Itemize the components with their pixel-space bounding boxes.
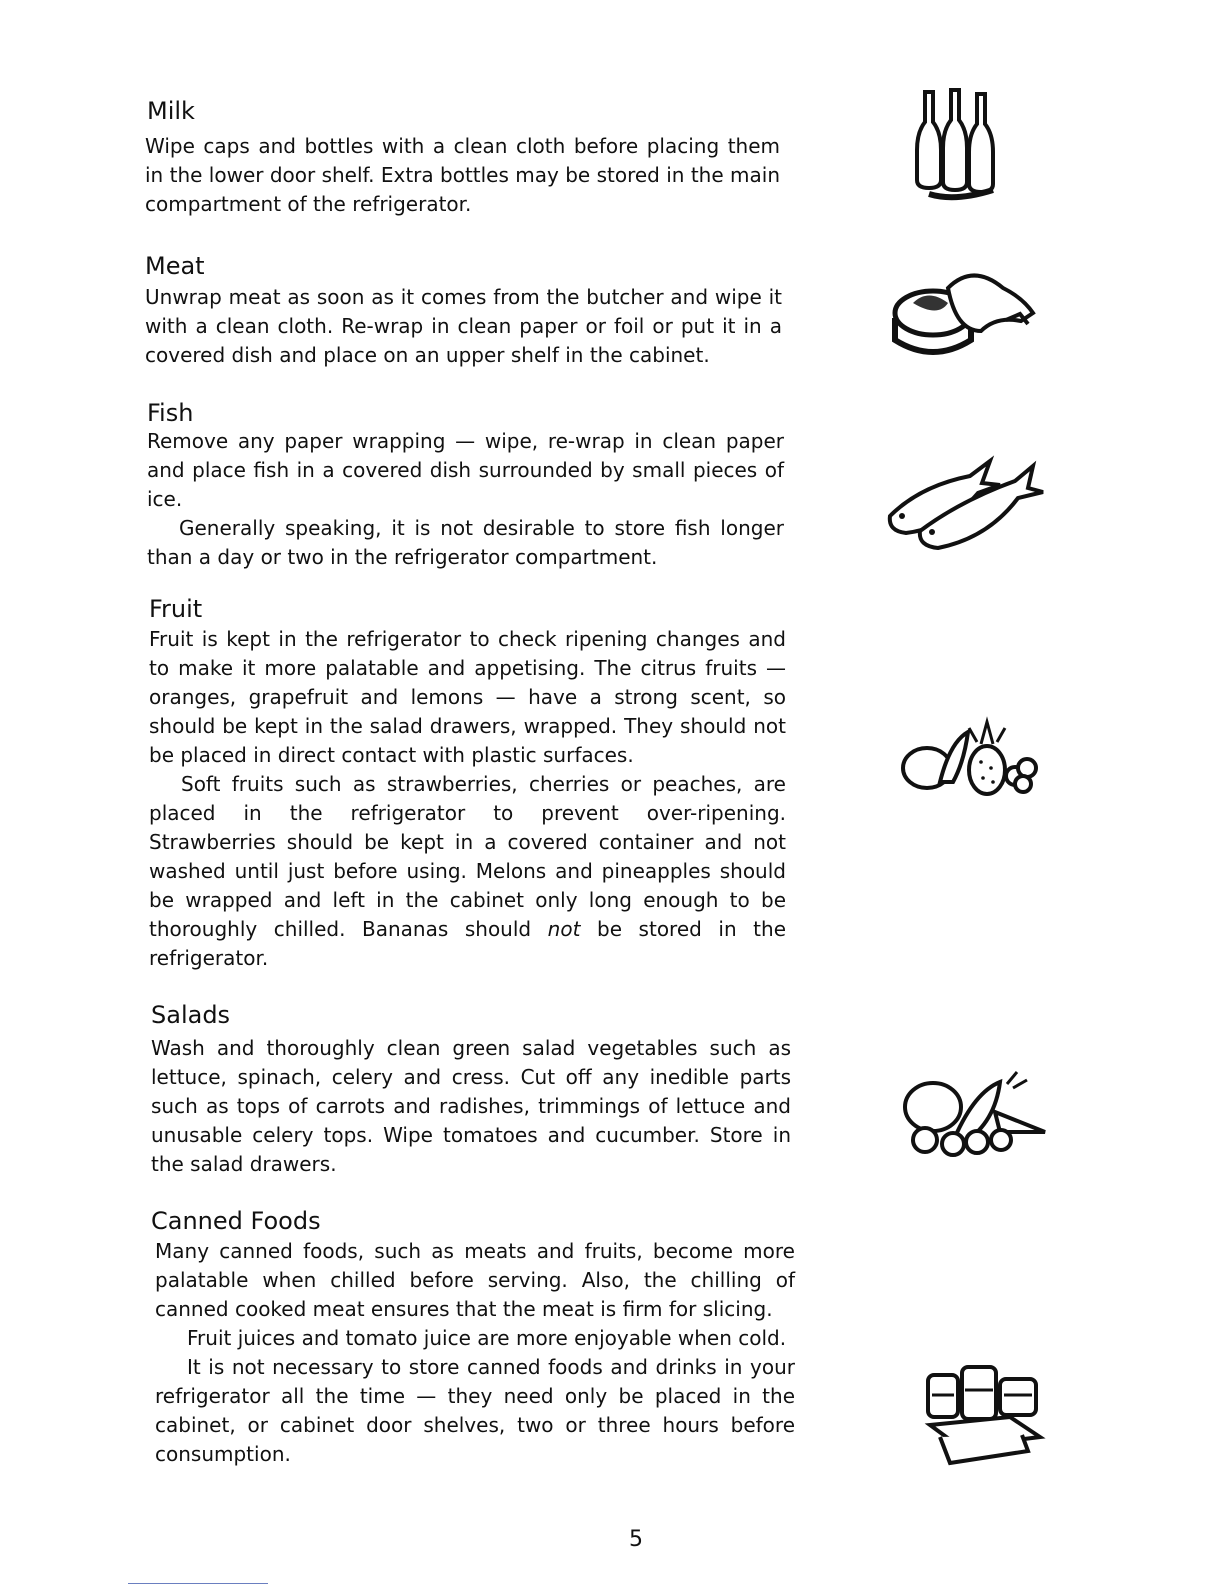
salad-vegetables-icon	[895, 1062, 1055, 1162]
paragraph: Fruit is kept in the refrigerator to check ripening changes and to make it more palatable and appetising. The citrus fruits — oranges, grapefruit and lemons — have a strong scent, so should be kept in the salad drawers, wrapped. They should not be placed in direct contact with plastic surfaces.	[149, 627, 786, 767]
fish-icon	[870, 446, 1050, 556]
section-heading-fruit: Fruit	[149, 595, 203, 623]
section-body-canned-foods	[155, 1237, 795, 1469]
fruit-icon	[895, 712, 1045, 802]
paragraph: Remove any paper wrapping — wipe, re-wrap in clean paper and place fish in a covered dish surrounded by small pieces of ice.	[147, 429, 784, 511]
section-body-milk	[145, 132, 780, 219]
paragraph	[149, 770, 786, 973]
paragraph: Unwrap meat as soon as it comes from the butcher and wipe it with a clean cloth. Re-wrap in clean paper or foil or put it in a covered dish and place on an upper shelf in the cabinet.	[145, 285, 782, 367]
paragraph: Fruit juices and tomato juice are more enjoyable when cold.	[187, 1326, 787, 1350]
section-body-salads	[151, 1034, 791, 1179]
paragraph: Many canned foods, such as meats and fruits, become more palatable when chilled before serving. Also, the chilling of canned cooked meat ensures that the meat is firm for slicing.	[155, 1239, 795, 1321]
section-heading-canned-foods: Canned Foods	[151, 1207, 321, 1235]
text-run: Soft fruits such as strawberries, cherries or peaches, are placed in the refrigerator to prevent over-ripening. Strawberries should be kept in a covered container and not washed until just before using. Melons and pineapples should be wrapped and left in the cabinet only long enough to be thoroughly chilled. Bananas should	[149, 772, 786, 941]
milk-bottles-icon	[905, 72, 1025, 212]
section-heading-milk: Milk	[147, 97, 195, 125]
section-body-fish	[147, 427, 784, 572]
section-heading-fish: Fish	[147, 399, 194, 427]
text-run: be stored in the refrigerator.	[149, 917, 786, 970]
paragraph: Wash and thoroughly clean green salad vegetables such as lettuce, spinach, celery and cress. Cut off any inedible parts such as tops of carrots and radishes, trimmings of lettuce and unusable celery tops. Wipe tomatoes and cucumber. Store in the salad drawers.	[151, 1036, 791, 1176]
section-body-fruit	[149, 625, 786, 973]
page-number: 5	[629, 1527, 643, 1552]
emphasis: not	[547, 917, 581, 941]
section-body-meat	[145, 283, 782, 370]
section-heading-meat: Meat	[145, 252, 205, 280]
canned-foods-icon	[910, 1355, 1060, 1470]
paragraph: It is not necessary to store canned foods and drinks in your refrigerator all the time — they need only be placed in the cabinet, or cabinet door shelves, two or three hours before consumption.	[155, 1355, 795, 1466]
section-heading-salads: Salads	[151, 1001, 231, 1029]
meat-icon	[888, 258, 1048, 368]
paragraph: Generally speaking, it is not desirable to store fish longer than a day or two in the refrigerator compartment.	[147, 516, 784, 569]
footer-rule	[128, 1583, 268, 1584]
paragraph: Wipe caps and bottles with a clean cloth before placing them in the lower door shelf. Extra bottles may be stored in the main compartment of the refrigerator.	[145, 134, 780, 216]
